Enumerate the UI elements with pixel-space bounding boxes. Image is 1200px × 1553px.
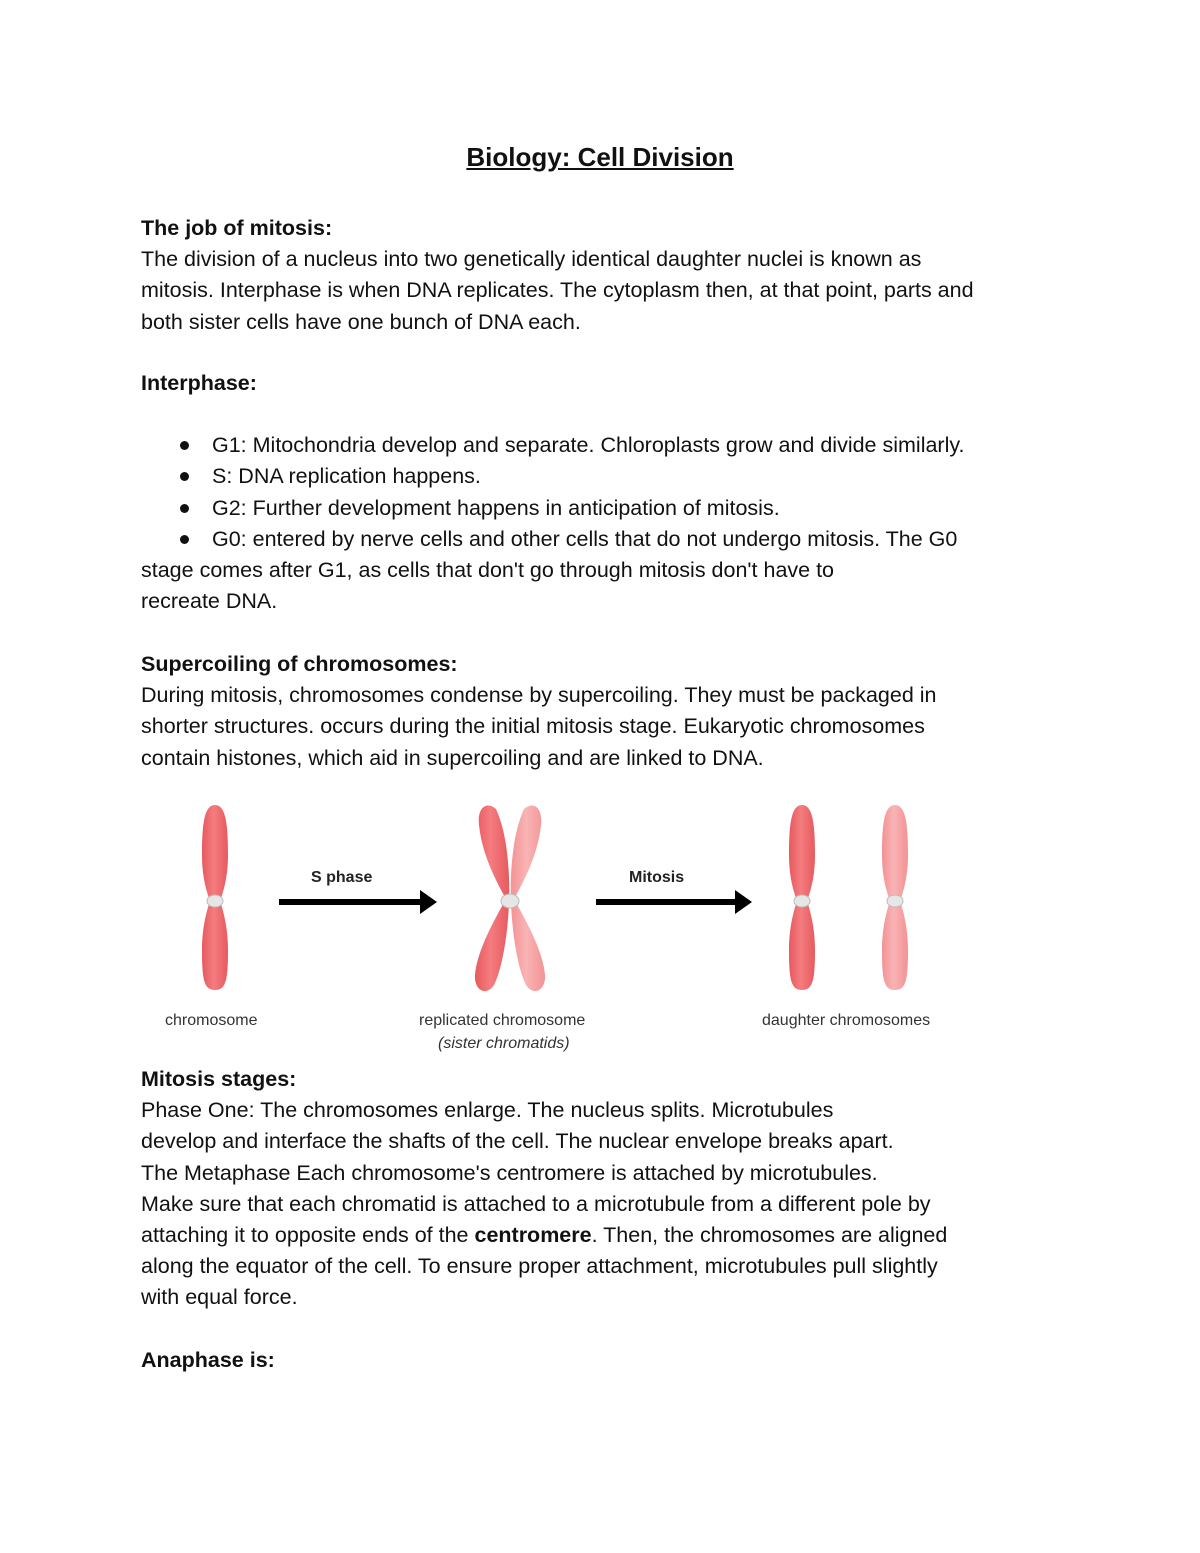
replicated-chromosome-icon xyxy=(475,806,545,992)
paragraph-line: The Metaphase Each chromosome's centromere is attached by microtubules. xyxy=(141,1160,878,1185)
daughter-chromosome-icon xyxy=(882,805,908,990)
chromosome-label: chromosome xyxy=(165,1012,258,1029)
paragraph-line: The division of a nucleus into two genetically identical daughter nuclei is known as xyxy=(141,247,922,272)
mitosis-arrow xyxy=(596,869,752,914)
paragraph-line: Make sure that each chromatid is attached to a microtubule from a different pole by xyxy=(141,1191,931,1216)
bullet-icon xyxy=(180,472,189,481)
paragraph-line: recreate DNA. xyxy=(141,589,278,614)
single-chromosome-icon xyxy=(202,805,228,990)
bullet-icon xyxy=(180,535,189,544)
replicated-chromosome-label: replicated chromosome xyxy=(419,1012,586,1029)
list-item: G1: Mitochondria develop and separate. Chloroplasts grow and divide similarly. xyxy=(141,430,1081,461)
paragraph-line: with equal force. xyxy=(141,1285,298,1310)
bullet-icon xyxy=(180,441,189,450)
section-mitosis-job xyxy=(141,213,1081,338)
list-item: G2: Further development happens in anticipation of mitosis. xyxy=(141,493,1081,524)
section-supercoiling xyxy=(141,649,1081,774)
bold-term: centromere xyxy=(474,1223,592,1248)
mitosis-label: Mitosis xyxy=(629,869,685,886)
interphase-list xyxy=(141,430,1081,555)
chromosome-diagram-svg xyxy=(141,795,1041,1060)
section-heading: The job of mitosis: xyxy=(141,216,333,240)
paragraph-line: During mitosis, chromosomes condense by supercoiling. They must be packaged in xyxy=(141,683,937,708)
list-item: S: DNA replication happens. xyxy=(141,461,1081,492)
daughter-chromosome-icon xyxy=(789,805,815,990)
paragraph-line: along the equator of the cell. To ensure proper attachment, microtubules pull slightly xyxy=(141,1254,938,1279)
list-item: G0: entered by nerve cells and other cells that do not undergo mitosis. The G0 xyxy=(141,524,1081,555)
paragraph-line: both sister cells have one bunch of DNA each. xyxy=(141,309,581,334)
paragraph-line: Phase One: The chromosomes enlarge. The nucleus splits. Microtubules xyxy=(141,1098,834,1123)
section-heading: Anaphase is: xyxy=(141,1348,275,1372)
section-anaphase xyxy=(141,1345,1081,1376)
paragraph-line: develop and interface the shafts of the cell. The nuclear envelope breaks apart. xyxy=(141,1129,894,1154)
sister-chromatids-label: (sister chromatids) xyxy=(438,1035,570,1052)
paragraph-line: mitosis. Interphase is when DNA replicates. The cytoplasm then, at that point, parts and xyxy=(141,278,974,303)
section-heading: Supercoiling of chromosomes: xyxy=(141,652,458,676)
page-title: Biology: Cell Division xyxy=(466,142,734,172)
section-interphase xyxy=(141,368,1081,617)
paragraph-line: attaching it to opposite ends of the centromere. Then, the chromosomes are aligned xyxy=(141,1223,948,1248)
section-heading: Interphase: xyxy=(141,371,257,395)
daughter-chromosomes-label: daughter chromosomes xyxy=(762,1012,931,1029)
chromosome-diagram xyxy=(141,795,1041,1060)
paragraph-line: shorter structures. occurs during the initial mitosis stage. Eukaryotic chromosomes xyxy=(141,714,925,739)
s-phase-label: S phase xyxy=(311,869,373,886)
paragraph-line: contain histones, which aid in supercoiling and are linked to DNA. xyxy=(141,745,764,770)
bullet-icon xyxy=(180,504,189,513)
section-mitosis-stages xyxy=(141,1064,1081,1314)
section-heading: Mitosis stages: xyxy=(141,1067,297,1091)
paragraph-line: stage comes after G1, as cells that don't go through mitosis don't have to xyxy=(141,558,835,583)
s-phase-arrow xyxy=(279,869,437,914)
